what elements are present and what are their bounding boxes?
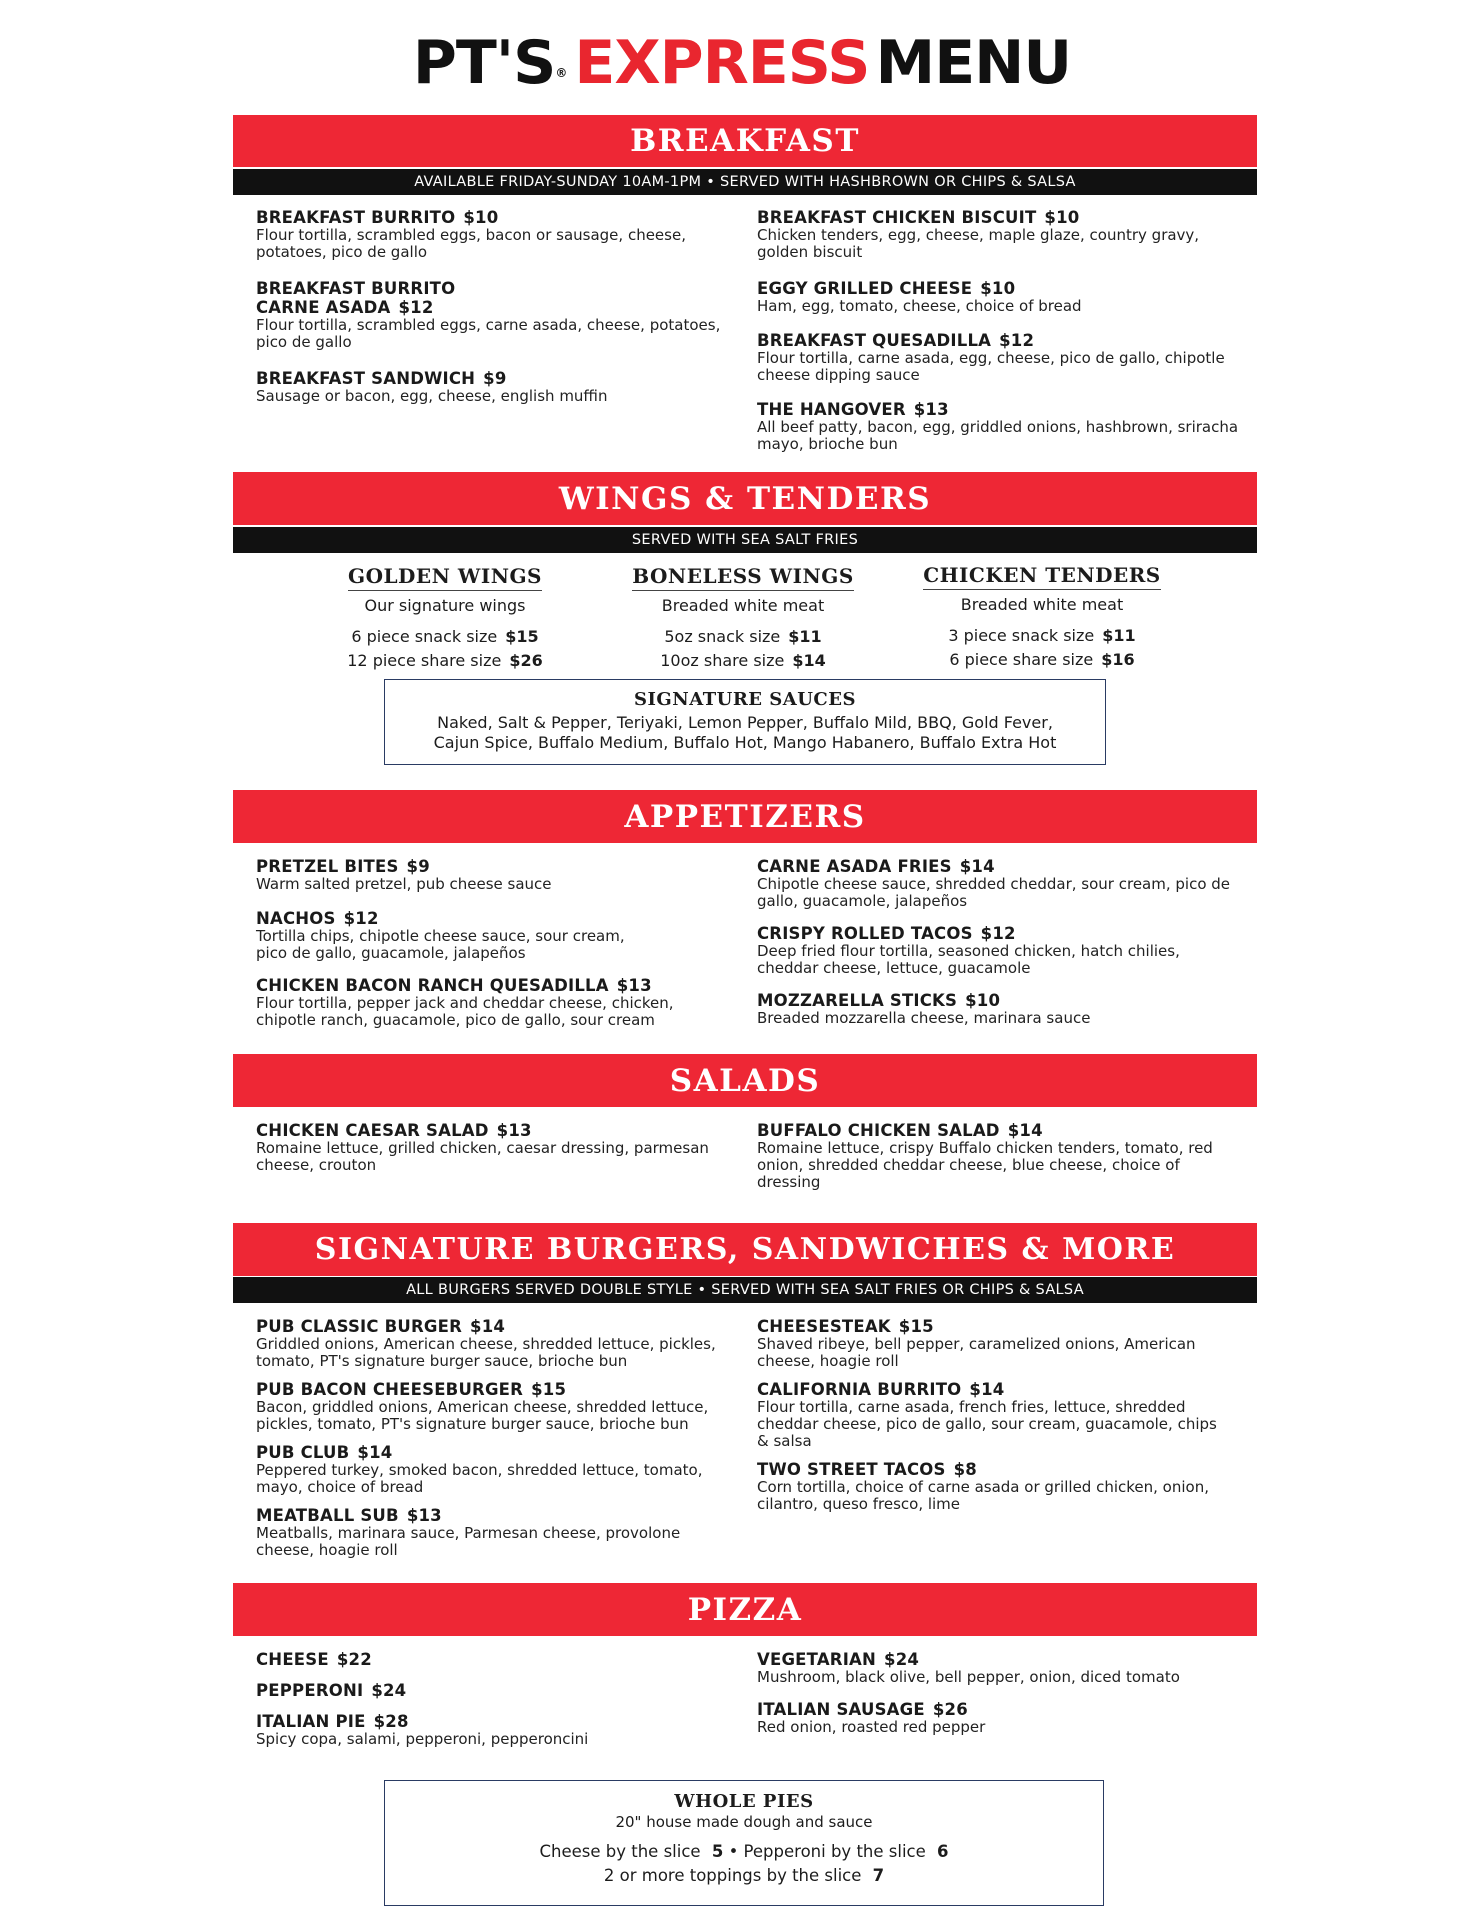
menu-item (256, 1681, 736, 1700)
menu-item (256, 1650, 736, 1669)
appetizers-header: APPETIZERS (233, 790, 1257, 843)
size-label: 10oz share size (660, 651, 785, 670)
size-label: 12 piece share size (347, 651, 502, 670)
pizza-right-column (757, 1650, 1237, 1748)
size-label: 5oz snack size (664, 627, 781, 646)
menu-item (256, 857, 736, 893)
item-name: PEPPERONI (256, 1681, 364, 1700)
item-price: $14 (969, 1380, 1005, 1399)
item-name: BREAKFAST CHICKEN BISCUIT (757, 208, 1037, 227)
salads-right-column (757, 1121, 1217, 1203)
item-name: CHEESE (256, 1650, 329, 1669)
size-label: 3 piece snack size (948, 626, 1095, 645)
menu-item (256, 1317, 736, 1370)
menu-title (0, 28, 1484, 98)
item-description: Spicy copa, salami, pepperoni, pepperoncini (256, 1730, 589, 1748)
menu-item (757, 208, 1247, 261)
signature-sauces-box (384, 679, 1106, 765)
item-description: Flour tortilla, pepper jack and cheddar cheese, chicken, chipotle ranch, guacamole, pico de gallo, sour cream (256, 994, 674, 1029)
item-name: MOZZARELLA STICKS (757, 991, 958, 1010)
item-name: BREAKFAST SANDWICH (256, 369, 476, 388)
item-price: $9 (483, 369, 507, 388)
item-name: PUB CLASSIC BURGER (256, 1317, 463, 1336)
size-price: $11 (1102, 626, 1136, 645)
item-price: $22 (336, 1650, 372, 1669)
item-price: $13 (406, 1506, 442, 1525)
wings-price-line (325, 625, 565, 649)
item-description: Flour tortilla, scrambled eggs, bacon or sausage, cheese, potatoes, pico de gallo (256, 226, 686, 261)
menu-item (256, 1443, 736, 1496)
item-description: Chicken tenders, egg, cheese, maple glaze, country gravy, golden biscuit (757, 226, 1200, 261)
whole-pies-subtitle: 20" house made dough and sauce (615, 1813, 873, 1831)
burgers-left-column (256, 1317, 736, 1571)
menu-item (256, 1380, 736, 1433)
item-name: ITALIAN PIE (256, 1712, 366, 1731)
item-price: $24 (884, 1650, 920, 1669)
item-description: Flour tortilla, carne asada, egg, cheese, pico de gallo, chipotle cheese dipping sauce (757, 349, 1225, 384)
item-description: Red onion, roasted red pepper (757, 1718, 986, 1736)
item-name: THE HANGOVER (757, 400, 906, 419)
item-description: Flour tortilla, carne asada, french fries, lettuce, shredded cheddar cheese, pico de gallo, sour cream, guacamole, chips & salsa (757, 1398, 1217, 1450)
wings-column-subtitle: Our signature wings (364, 596, 526, 615)
item-description: All beef patty, bacon, egg, griddled onions, hashbrown, sriracha mayo, brioche bun (757, 418, 1239, 453)
menu-item (256, 369, 736, 405)
item-description: Deep fried flour tortilla, seasoned chicken, hatch chilies, cheddar cheese, lettuce, guacamole (757, 942, 1180, 977)
appetizers-left-column (256, 857, 736, 1041)
burgers-subheader: ALL BURGERS SERVED DOUBLE STYLE • SERVED WITH SEA SALT FRIES OR CHIPS & SALSA (233, 1277, 1257, 1303)
item-description: Corn tortilla, choice of carne asada or grilled chicken, onion, cilantro, queso fresco, lime (757, 1478, 1209, 1513)
item-description: Shaved ribeye, bell pepper, caramelized onions, American cheese, hoagie roll (757, 1335, 1196, 1370)
item-name: PUB CLUB (256, 1443, 350, 1462)
item-price: $14 (1007, 1121, 1043, 1140)
menu-item (256, 909, 736, 962)
menu-item (757, 1317, 1217, 1370)
cheese-slice-label: Cheese by the slice (539, 1842, 701, 1861)
item-name: BUFFALO CHICKEN SALAD (757, 1121, 1000, 1140)
registered-mark: ® (555, 66, 567, 80)
item-name: VEGETARIAN (757, 1650, 877, 1669)
item-description: Mushroom, black olive, bell pepper, onion, diced tomato (757, 1668, 1180, 1686)
item-name: CHEESESTEAK (757, 1317, 891, 1336)
item-name: PUB BACON CHEESEBURGER (256, 1380, 524, 1399)
item-description: Griddled onions, American cheese, shredded lettuce, pickles, tomato, PT's signature burger sauce, brioche bun (256, 1335, 716, 1370)
item-name: TWO STREET TACOS (757, 1460, 946, 1479)
menu-item (757, 400, 1247, 453)
wings-price-line (623, 625, 863, 649)
size-price: $11 (788, 627, 822, 646)
menu-item (256, 976, 736, 1029)
item-name-line2: CARNE ASADA (256, 298, 391, 317)
title-express: EXPRESS (574, 28, 870, 98)
menu-item (757, 1460, 1217, 1513)
cheese-slice-price: 5 (711, 1842, 724, 1861)
size-price: $14 (792, 651, 826, 670)
item-price: $13 (913, 400, 949, 419)
breakfast-subheader: AVAILABLE FRIDAY-SUNDAY 10AM-1PM • SERVED WITH HASHBROWN OR CHIPS & SALSA (233, 169, 1257, 195)
menu-item (256, 1712, 736, 1748)
breakfast-header: BREAKFAST (233, 115, 1257, 167)
wings-column-subtitle: Breaded white meat (661, 596, 825, 615)
burgers-header: SIGNATURE BURGERS, SANDWICHES & MORE (233, 1223, 1257, 1276)
item-name: EGGY GRILLED CHEESE (757, 279, 973, 298)
golden-wings-column (325, 564, 565, 673)
item-price: $10 (1044, 208, 1080, 227)
toppings-slice-price: 7 (872, 1866, 885, 1885)
wings-column-title: CHICKEN TENDERS (923, 563, 1161, 590)
whole-pies-title: WHOLE PIES (674, 1791, 814, 1812)
wings-header: WINGS & TENDERS (233, 472, 1257, 525)
breakfast-right-column (757, 208, 1247, 465)
item-description: Romaine lettuce, crispy Buffalo chicken tenders, tomato, red onion, shredded cheddar cheese, blue cheese, choice of dressing (757, 1139, 1213, 1191)
item-description: Peppered turkey, smoked bacon, shredded lettuce, tomato, mayo, choice of bread (256, 1461, 703, 1496)
item-name: PRETZEL BITES (256, 857, 399, 876)
item-name: CRISPY ROLLED TACOS (757, 924, 973, 943)
menu-item (757, 857, 1237, 910)
item-description: Bacon, griddled onions, American cheese, shredded lettuce, pickles, tomato, PT's signature burger sauce, brioche bun (256, 1398, 709, 1433)
salads-left-column (256, 1121, 736, 1186)
item-price: $24 (371, 1681, 407, 1700)
item-price: $26 (932, 1700, 968, 1719)
wings-column-subtitle: Breaded white meat (960, 595, 1124, 614)
menu-item (256, 279, 736, 351)
size-price: $26 (509, 651, 543, 670)
menu-item (757, 924, 1237, 977)
item-price: $13 (616, 976, 652, 995)
item-price: $8 (953, 1460, 977, 1479)
menu-item (256, 208, 736, 261)
separator-dot: • (728, 1842, 739, 1861)
item-description: Ham, egg, tomato, cheese, choice of bread (757, 297, 1082, 315)
salads-header: SALADS (233, 1054, 1257, 1107)
item-name: NACHOS (256, 909, 336, 928)
appetizers-right-column (757, 857, 1237, 1039)
item-description: Breaded mozzarella cheese, marinara sauce (757, 1009, 1091, 1027)
menu-item (757, 279, 1247, 315)
size-price: $16 (1101, 650, 1135, 669)
sauces-line-1: Naked, Salt & Pepper, Teriyaki, Lemon Pepper, Buffalo Mild, BBQ, Gold Fever, (437, 713, 1053, 732)
item-price: $10 (965, 991, 1001, 1010)
menu-item (256, 1506, 736, 1559)
menu-item (757, 991, 1237, 1027)
item-price: $12 (980, 924, 1016, 943)
menu-item (757, 1700, 1237, 1736)
item-description: Chipotle cheese sauce, shredded cheddar, sour cream, pico de gallo, guacamole, jalapeños (757, 875, 1231, 910)
item-price: $12 (398, 298, 434, 317)
wings-subheader: SERVED WITH SEA SALT FRIES (233, 527, 1257, 553)
wings-price-line (325, 649, 565, 673)
item-price: $9 (406, 857, 430, 876)
breakfast-left-column (256, 208, 736, 417)
menu-item (757, 1650, 1237, 1686)
item-description: Romaine lettuce, grilled chicken, caesar dressing, parmesan cheese, crouton (256, 1139, 709, 1174)
whole-pies-box (384, 1780, 1104, 1906)
item-price: $14 (357, 1443, 393, 1462)
item-description: Flour tortilla, scrambled eggs, carne asada, cheese, potatoes, pico de gallo (256, 316, 721, 351)
title-pts: PT'S (412, 28, 556, 98)
pizza-header: PIZZA (233, 1583, 1257, 1636)
item-name: BREAKFAST BURRITO (256, 279, 456, 298)
item-price: $15 (898, 1317, 934, 1336)
item-name: CALIFORNIA BURRITO (757, 1380, 962, 1399)
boneless-wings-column (623, 564, 863, 673)
item-price: $13 (496, 1121, 532, 1140)
item-description: Tortilla chips, chipotle cheese sauce, sour cream, pico de gallo, guacamole, jalapeños (256, 927, 625, 962)
item-name: MEATBALL SUB (256, 1506, 399, 1525)
item-description: Sausage or bacon, egg, cheese, english muffin (256, 387, 608, 405)
item-price: $12 (999, 331, 1035, 350)
slice-prices-line-2 (385, 1864, 1103, 1888)
chicken-tenders-column (922, 563, 1162, 672)
menu-item (757, 1121, 1217, 1191)
item-name: BREAKFAST BURRITO (256, 208, 456, 227)
wings-price-line (922, 648, 1162, 672)
item-description: Meatballs, marinara sauce, Parmesan cheese, provolone cheese, hoagie roll (256, 1524, 681, 1559)
title-menu: MENU (875, 28, 1072, 98)
sauces-title: SIGNATURE SAUCES (634, 689, 856, 710)
wings-column-title: GOLDEN WINGS (348, 564, 542, 591)
item-description: Warm salted pretzel, pub cheese sauce (256, 875, 552, 893)
item-price: $10 (980, 279, 1016, 298)
wings-price-line (623, 649, 863, 673)
menu-item (757, 1380, 1217, 1450)
pepperoni-slice-price: 6 (937, 1842, 949, 1861)
item-price: $14 (470, 1317, 506, 1336)
item-price: $15 (531, 1380, 567, 1399)
item-price: $12 (343, 909, 379, 928)
item-name: CHICKEN BACON RANCH QUESADILLA (256, 976, 609, 995)
pepperoni-slice-label: Pepperoni by the slice (743, 1842, 926, 1861)
size-label: 6 piece share size (949, 650, 1094, 669)
slice-prices-line-1 (385, 1840, 1103, 1864)
pizza-left-column (256, 1650, 736, 1760)
wings-price-line (922, 624, 1162, 648)
wings-column-title: BONELESS WINGS (632, 564, 854, 591)
burgers-right-column (757, 1317, 1217, 1525)
item-name: ITALIAN SAUSAGE (757, 1700, 925, 1719)
toppings-slice-label: 2 or more toppings by the slice (603, 1866, 862, 1885)
item-name: BREAKFAST QUESADILLA (757, 331, 992, 350)
item-price: $28 (373, 1712, 409, 1731)
item-name: CARNE ASADA FRIES (757, 857, 952, 876)
item-name: CHICKEN CAESAR SALAD (256, 1121, 489, 1140)
item-price: $14 (959, 857, 995, 876)
menu-item (256, 1121, 736, 1174)
sauces-line-2: Cajun Spice, Buffalo Medium, Buffalo Hot, Mango Habanero, Buffalo Extra Hot (433, 733, 1057, 752)
menu-item (757, 331, 1247, 384)
size-label: 6 piece snack size (351, 627, 498, 646)
item-price: $10 (463, 208, 499, 227)
size-price: $15 (505, 627, 539, 646)
